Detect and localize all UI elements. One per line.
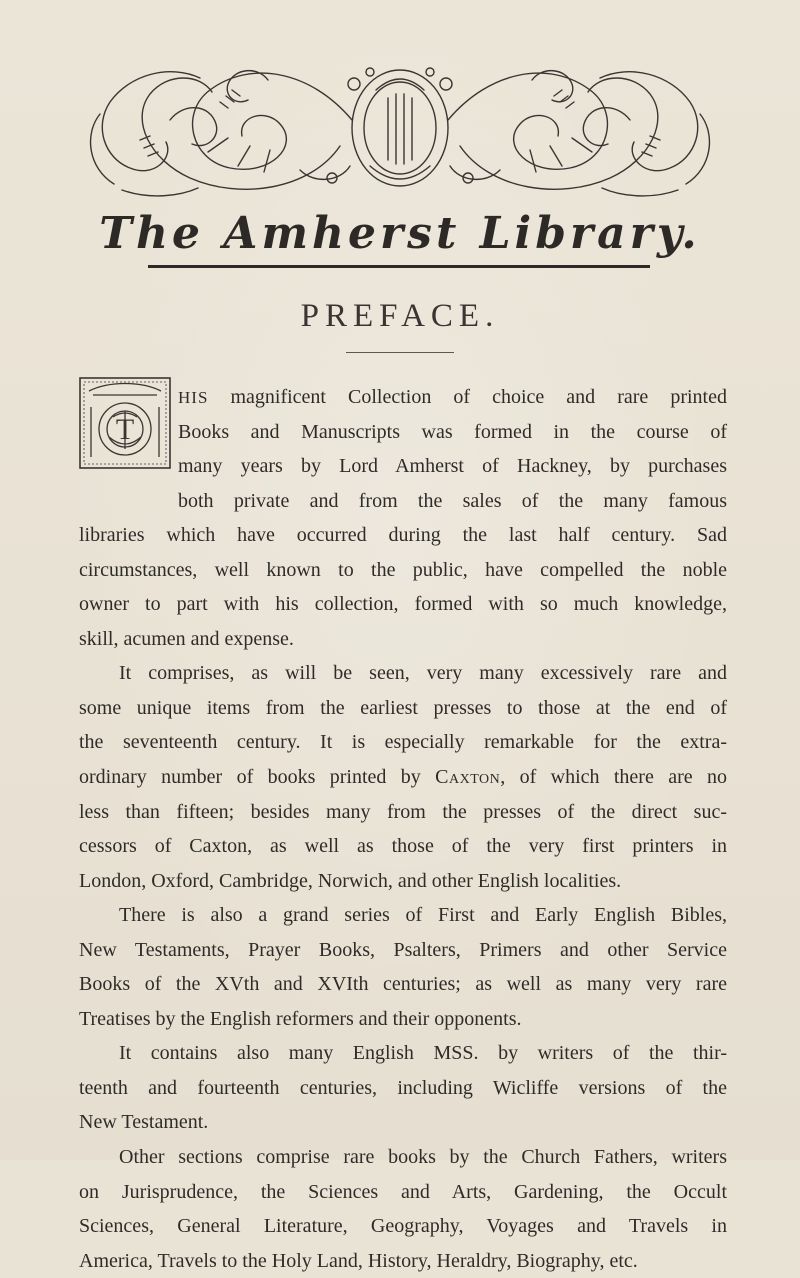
text-line: some unique items from the earliest presses to those at the end of [79, 696, 727, 719]
text-line: It comprises, as will be seen, very many excessively rare and [119, 662, 727, 685]
text-line: Sciences, General Literature, Geography, Voyages and Travels in [79, 1215, 727, 1238]
text-line: owner to part with his collection, formed with so much knowledge, [79, 593, 727, 616]
text-line: New Testaments, Prayer Books, Psalters, Primers and other Service [79, 938, 727, 961]
preface-heading: PREFACE. [300, 298, 500, 334]
heading-rule [346, 352, 454, 353]
text-line: London, Oxford, Cambridge, Norwich, and other English localities. [79, 869, 622, 892]
text-line: Other sections comprise rare books by the Church Fathers, writers [119, 1146, 727, 1169]
text-line: New Testament. [79, 1111, 209, 1134]
text-line: Books and Manuscripts was formed in the course of [178, 420, 727, 443]
text-line: circumstances, well known to the public, have compelled the noble [79, 558, 727, 581]
text-line: the seventeenth century. It is especially remarkable for the extra- [79, 731, 727, 754]
text-line: Treatises by the English reformers and their opponents. [79, 1007, 522, 1030]
text-line: skill, acumen and expense. [79, 627, 294, 650]
text-line: cessors of Caxton, as well as those of the very first printers in [79, 835, 727, 858]
initial-word: HIS [178, 388, 209, 407]
text-line: America, Travels to the Holy Land, History, Heraldry, Biography, etc. [79, 1249, 638, 1272]
preface-body [79, 380, 727, 1278]
text-line: ordinary number of books printed by Caxton, of which there are no [79, 766, 727, 789]
text-line: teenth and fourteenth centuries, including Wicliffe versions of the [79, 1076, 727, 1099]
library-masthead: The Amherst Library. [99, 208, 701, 259]
text-line: There is also a grand series of First and Early English Bibles, [119, 904, 727, 927]
text-line: HIS magnificent Collection of choice and rare printed [178, 386, 727, 408]
text-line: libraries which have occurred during the last half century. Sad [79, 524, 727, 547]
text-line: It contains also many English MSS. by writers of the thir- [119, 1042, 727, 1065]
ornamental-headpiece [70, 50, 730, 210]
text-line: less than fifteen; besides many from the presses of the direct suc- [79, 800, 727, 823]
text-line: on Jurisprudence, the Sciences and Arts, Gardening, the Occult [79, 1180, 727, 1203]
text-line: many years by Lord Amherst of Hackney, by purchases [178, 455, 727, 478]
text-line: Books of the XVth and XVIth centuries; as well as many very rare [79, 973, 727, 996]
masthead-rule [148, 265, 650, 268]
initial-letter: T [115, 413, 135, 446]
caxton-small-caps: Caxton [435, 766, 501, 789]
text-line: both private and from the sales of the many famous [178, 489, 727, 512]
